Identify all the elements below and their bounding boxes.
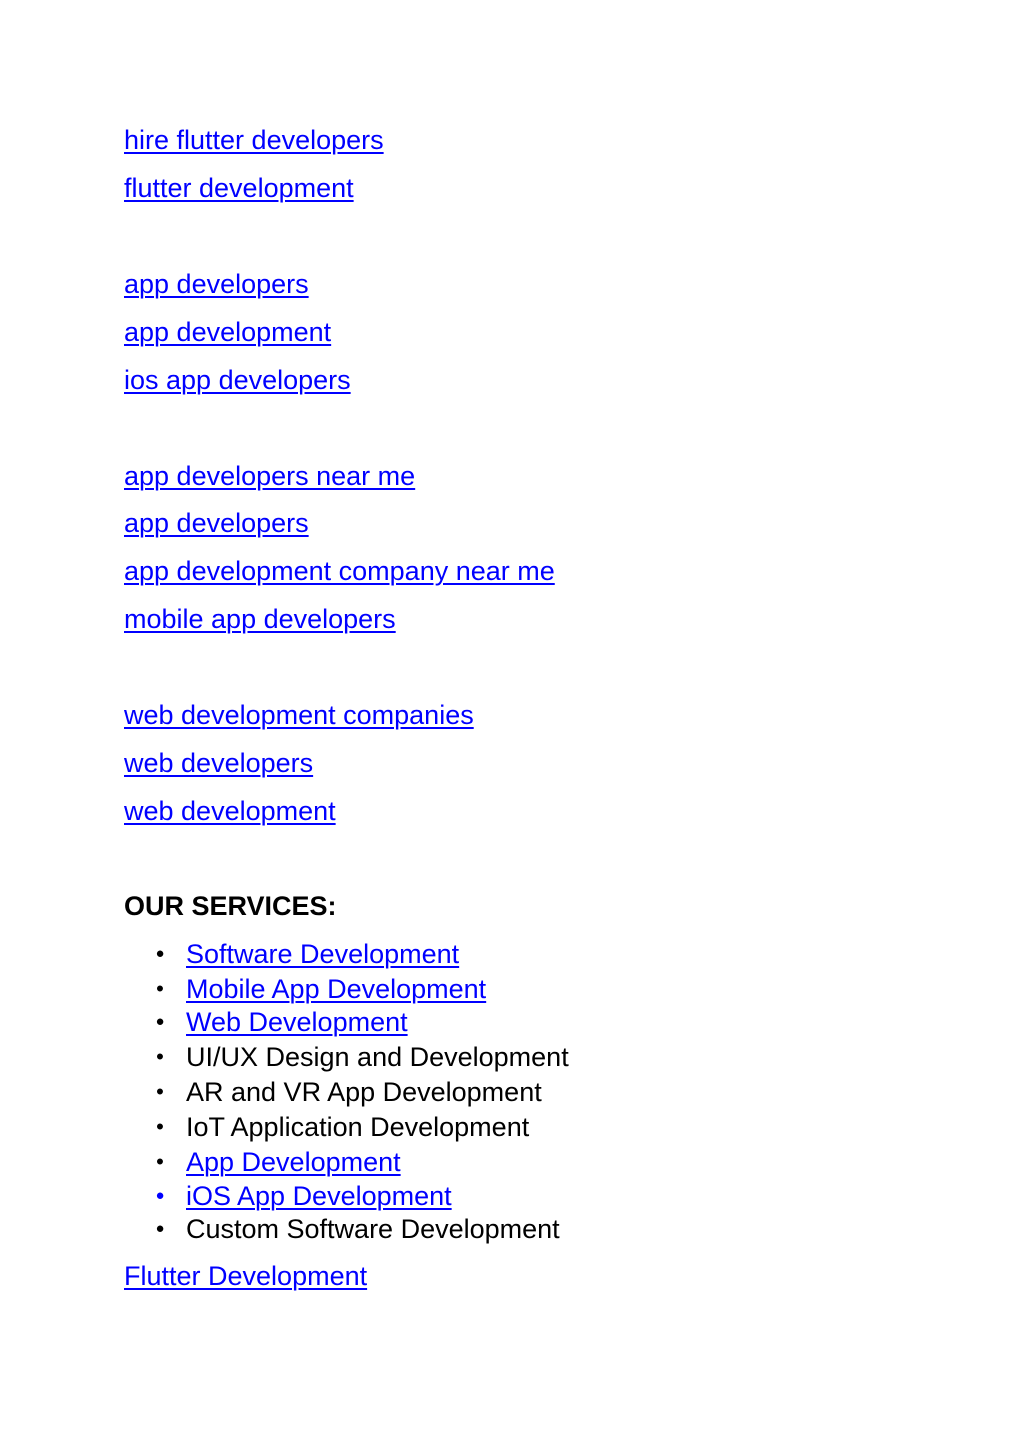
mobile-app-developers-link[interactable]: mobile app developers bbox=[124, 604, 396, 634]
link-row bbox=[124, 124, 384, 156]
service-item bbox=[186, 1006, 408, 1038]
bullet-icon: ● bbox=[155, 1013, 165, 1030]
bullet-icon: • bbox=[156, 1044, 164, 1069]
ios-app-development-link[interactable]: iOS App Development bbox=[186, 1181, 452, 1211]
link-row bbox=[124, 603, 396, 635]
app-developers-near-me-link[interactable]: app developers near me bbox=[124, 461, 416, 491]
link-row bbox=[124, 316, 331, 348]
service-item: IoT Application Development bbox=[186, 1112, 530, 1142]
web-development-service-link[interactable]: Web Development bbox=[186, 1007, 408, 1037]
link-row bbox=[124, 699, 474, 731]
service-item bbox=[186, 1180, 452, 1212]
link-row bbox=[124, 747, 313, 779]
bullet-icon: • bbox=[156, 1114, 164, 1139]
link-row bbox=[124, 268, 309, 300]
flutter-development-footer-link[interactable]: Flutter Development bbox=[124, 1261, 368, 1291]
link-row bbox=[124, 460, 415, 492]
bullet-icon: ● bbox=[155, 1220, 165, 1237]
bullet-icon: • bbox=[156, 976, 164, 1001]
service-item bbox=[186, 1146, 401, 1178]
app-development-service-link[interactable]: App Development bbox=[186, 1147, 401, 1177]
bullet-icon: ● bbox=[155, 945, 165, 962]
link-row bbox=[124, 364, 351, 396]
link-row bbox=[124, 795, 336, 827]
service-item: AR and VR App Development bbox=[186, 1077, 542, 1107]
mobile-app-development-link[interactable]: Mobile App Development bbox=[186, 974, 487, 1004]
link-row bbox=[124, 555, 555, 587]
app-development-link[interactable]: app development bbox=[124, 317, 332, 347]
service-item bbox=[186, 973, 486, 1005]
web-development-link[interactable]: web development bbox=[124, 796, 336, 826]
service-item: UI/UX Design and Development bbox=[186, 1042, 569, 1072]
bullet-icon: ● bbox=[155, 1187, 165, 1204]
flutter-development-link[interactable]: flutter development bbox=[124, 173, 354, 203]
service-item: Custom Software Development bbox=[186, 1214, 560, 1244]
link-row bbox=[124, 507, 309, 539]
web-developers-link[interactable]: web developers bbox=[124, 748, 314, 778]
services-heading: OUR SERVICES: bbox=[124, 891, 337, 921]
software-development-link[interactable]: Software Development bbox=[186, 939, 460, 969]
bullet-icon: • bbox=[156, 1149, 164, 1174]
app-developers-link[interactable]: app developers bbox=[124, 508, 309, 538]
link-row bbox=[124, 1260, 367, 1292]
ios-app-developers-link[interactable]: ios app developers bbox=[124, 365, 351, 395]
bullet-icon: • bbox=[156, 1079, 164, 1104]
link-row bbox=[124, 172, 354, 204]
app-development-company-near-me-link[interactable]: app development company near me bbox=[124, 556, 555, 586]
hire-flutter-developers-link[interactable]: hire flutter developers bbox=[124, 125, 384, 155]
service-item bbox=[186, 938, 459, 970]
web-development-companies-link[interactable]: web development companies bbox=[124, 700, 474, 730]
app-developers-link[interactable]: app developers bbox=[124, 269, 309, 299]
